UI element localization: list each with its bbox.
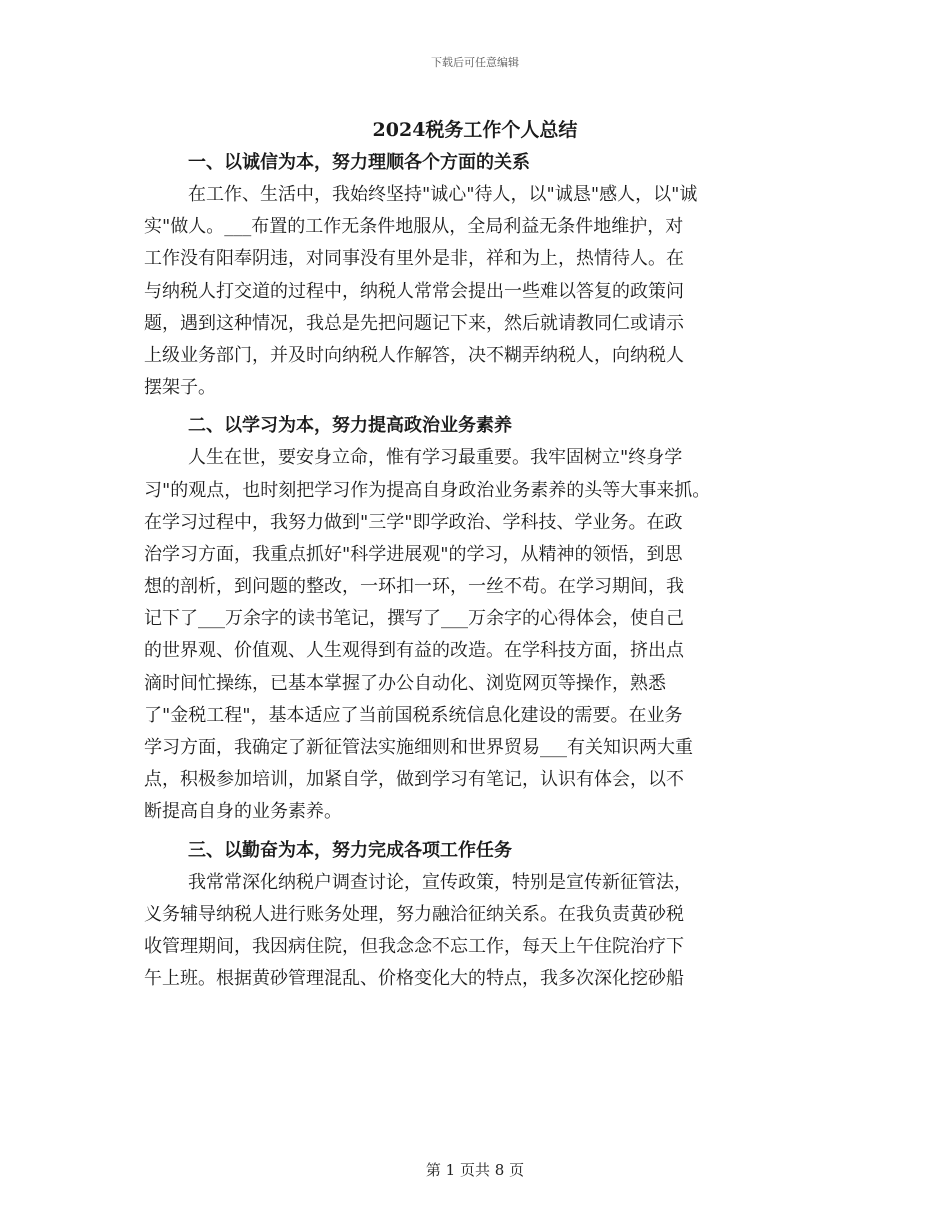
text-line: 滴时间忙操练，已基本掌握了办公自动化、浏览网页等操作，熟悉 [144,672,666,694]
section-heading: 三、以勤奋为本，努力完成各项工作任务 [188,839,512,861]
section-paragraph [144,179,820,404]
section-heading: 一、以诚信为本，努力理顺各个方面的关系 [188,152,530,173]
section-heading: 二、以学习为本，努力提高政治业务素养 [188,415,512,437]
text-line: 工作没有阳奉阴违，对同事没有里外是非，祥和为上，热情待人。在 [144,248,684,270]
text-line: 想的剖析，到问题的整改，一环扣一环，一丝不苟。在学习期间，我 [144,576,684,598]
section-3 [144,835,820,996]
text-line: 断提高自身的业务素养。 [144,801,342,823]
text-line: 记下了___万余字的读书笔记，撰写了___万余字的心得体会，使自己 [144,608,684,630]
text-line: 点，积极参加培训，加紧自学，做到学习有笔记，认识有体会，以不 [144,769,684,791]
text-line: 与纳税人打交道的过程中，纳税人常常会提出一些难以答复的政策问 [144,280,684,302]
document-body [144,147,820,1001]
text-line: 午上班。根据黄砂管理混乱、价格变化大的特点，我多次深化挖砂船 [144,968,684,990]
text-line: 题，遇到这种情况，我总是先把问题记下来，然后就请教同仁或请示 [144,312,684,334]
text-line: 的世界观、价值观、人生观得到有益的改造。在学科技方面，挤出点 [144,640,684,662]
text-line: 义务辅导纳税人进行账务处理，努力融洽征纳关系。在我负责黄砂税 [144,903,684,925]
text-line: 摆架子。 [144,377,216,399]
text-line: 习"的观点，也时刻把学习作为提高自身政治业务素养的头等大事来抓。 [144,479,711,501]
section-2 [144,410,820,828]
text-line: 我常常深化纳税户调查讨论，宣传政策，特别是宣传新征管法， [188,871,692,893]
page-header: 下载后可任意编辑 [431,56,519,69]
text-line: 治学习方面，我重点抓好"科学进展观"的学习，从精神的领悟，到思 [144,543,683,565]
text-line: 人生在世，要安身立命，惟有学习最重要。我牢固树立"终身学 [188,447,683,469]
page-footer: 第 1 页共 8 页 [425,1161,525,1179]
text-line: 在学习过程中，我努力做到"三学"即学政治、学科技、学业务。在政 [144,511,683,533]
text-line: 收管理期间，我因病住院，但我念念不忘工作，每天上午住院治疗下 [144,935,684,957]
section-paragraph [144,867,820,996]
text-line: 了"金税工程"，基本适应了当前国税系统信息化建设的需要。在业务 [144,704,683,726]
text-line: 实"做人。___布置的工作无条件地服从，全局利益无条件地维护，对 [144,216,684,238]
section-1 [144,147,820,404]
text-line: 上级业务部门，并及时向纳税人作解答，决不糊弄纳税人，向纳税人 [144,344,684,366]
text-line: 学习方面，我确定了新征管法实施细则和世界贸易___有关知识两大重 [144,737,693,758]
text-line: 在工作、生活中，我始终坚持"诚心"待人，以"诚恳"感人，以"诚 [188,184,698,205]
document-title: 2024税务工作个人总结 [372,119,578,141]
section-paragraph [144,442,820,828]
